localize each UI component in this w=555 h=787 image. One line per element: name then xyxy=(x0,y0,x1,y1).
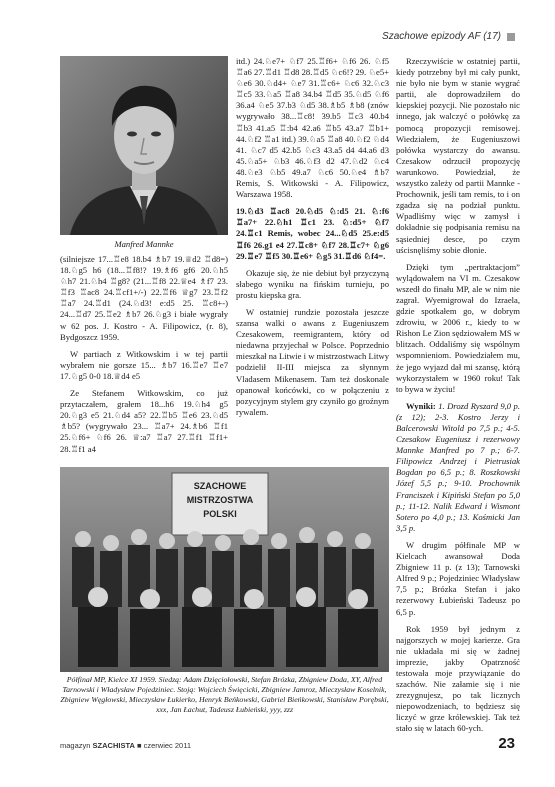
results-text: 1. Drozd Ryszard 9,0 p. (z 12); 2-3. Kostro Jerzy i Balcerowski Witold po 7,5 p.; 4-5. Czesakow Eugeniusz i rezerwowy Mannke Manfred po 7 p.; 6-7. Filipowicz Andrzej i Pietrusiak Bogdan po 6,5 p.; 8. Roszkowski Józef 5,5 p.; 9-10. Prochownik Franciszek i Kipiński Stefan po 5,0 p.; 11-12. Nalik Edward i Wismont Sotero po 4,0 p.; 13. Kośmicki Jan 3,5 p. xyxy=(396,400,520,533)
column-1 xyxy=(60,254,228,455)
text-paragraph: Ze Stefanem Witkowskim, co już przytaczałem, grałem 18...h6 19.♘h4 g5 20.♘g3 e5 21.♘d4 a5? 22.♖b5 ♖e6 23.♘d5 ♗b5? (wygrywało 23... ♖a7+ 24.♗b6 ♖f1 25.♘f6+ ♘f6 26. ♕:a7 ♖a7 27.♖f1 ♖f1+ 28.♖f1 a4 xyxy=(60,388,228,454)
page-number: 23 xyxy=(498,735,515,752)
chess-notation-paragraph: (silniejsze 17...♖e8 18.b4 ♗b7 19.♕d2 ♖d8=) 18.♘g5 h6 (18...♖f8!? 19.♗f6 gf6 20.♘h5 ♘h7 21.♘h4 ♖g8? (21...♖f8 22.♕e4 ♗f7 23. ♖f3 ♖ac8 24.♖cf1+/-) 22.♖f6 ♕g7 23.♖f2 ♖a7 24.♖d1 (24.♘d3! e:d5 25. ♖c8+-) 24...♖d7 25.♖e2 ♗b7 26.♘g3 i białe wygrały w 62 pos. J. Kostro - A. Filipowicz, (r. 8), Bydgoszcz 1959. xyxy=(60,254,228,342)
running-header xyxy=(382,31,515,42)
group-photo-caption: Półfinał MP, Kielce XI 1959. Siedzą: Adam Dzięciołowski, Stefan Brózka, Zbigniew Doda, XY, Alfred Tarnowski i Władysław Pojedziniec. Stoją: Wojciech Święcicki, Zbigniew Jamroz, Mieczysław Koselnik, Zbigniew Węgłowski, Mieczysław Łukierko, Henryk Beńkowski, Gabriel Bieńkowski, Stanisław Porębski, xxx, Jan Łachut, Tadeusz Łubieński, yyy, zzz xyxy=(60,675,389,714)
column-2 xyxy=(236,56,389,418)
text-paragraph: Rok 1959 był jednym z najgorszych w mojej karierze. Gra nie układała mi się w żadnej imprezie, jakby Opatrzność testowała moje przywiązanie do szachów. Nie załamie się i nie zrezygnujesz, po tak licznych niepowodzeniach, to będziesz się liczyć w grze królewskiej. Tak też stało się w latach 60-ych. xyxy=(396,623,520,734)
footer-separator-icon: ■ xyxy=(137,741,142,750)
results-paragraph xyxy=(396,401,520,534)
footer-issue: czerwiec 2011 xyxy=(143,741,192,750)
portrait-caption: Manfred Mannke xyxy=(114,239,174,249)
header-square-marker xyxy=(507,33,515,41)
text-paragraph: W drugim półfinale MP w Kielcach awansował Doda Zbigniew 11 p. (z 13); Tarnowski Alfred 9 p.; Pojedziniec Władysław 7,5 p.; Brózka Stefan i jako rezerwowy Łubieński Tadeusz po 6,5 p. xyxy=(396,539,520,617)
text-paragraph: Rzeczywiście w ostatniej partii, kiedy potrzebny był mi cały punkt, nie było nie bym w stanie wygrać partii, ale doprowadziłem do kiepskiej pozycji. Nie pozostało nic innego, jak walczyć o połówkę za pomocą propozycji remisowej. Wiedziałem, że Eugeniuszowi połówka wystarczy do awansu. Czesakow odrzucił propozycję warunkowo. Powiedział, że wszystko zależy od partii Mannke - Prochownik, jeśli tam remis, to i on zgadza się na podział punktu. Wpadliśmy więc w zamysł i dokładnie się podpisania remisu na sąsiedniej desce, po czym uścisnęliśmy sobie dłonie. xyxy=(396,56,520,255)
text-paragraph: W ostatniej rundzie pozostała jeszcze szansa walki o awans z Eugeniuszem Czesakowem, reemigrantem, który od niedawna przyjechał w Polsce. Poprzednio mieszkał na Litwie i w mistrzostwach Litwy podzielił II-III miejsca za słynnym Vladasem Mikenasem. Tam też doskonale opanował końcówki, co w połączeniu z pozycyjnym stylem gry czyniło go groźnym rywalem. xyxy=(236,306,389,417)
footer-brand: SZACHISTA xyxy=(92,741,135,750)
series-title: Szachowe epizody AF (17) xyxy=(382,31,501,42)
banner-line-1: SZACHOWE xyxy=(193,481,247,491)
column-3 xyxy=(396,56,520,735)
main-game-moves: 19.♘d3 ♖ac8 20.♘d5 ♘:d5 21. ♘:f6 ♖a7+ 22.♘h1 ♖c1 23. ♘:d5+ ♘f7 24.♖c1 Remis, wobec 24...♘d5 25.e:d5 ♖f6 26.g1 e4 27.♖c8+ ♘f7 28.♖c7+ ♘g6 29.♖e7 ♖f5 30.♖e6+ ♘g5 31.♖d6 ♘f4=. xyxy=(236,206,389,261)
results-label: Wyniki: xyxy=(406,400,436,411)
group-photo xyxy=(60,467,389,672)
portrait-photo xyxy=(60,56,228,235)
text-paragraph: Dzięki tym „pertraktacjom” wylądowałem na VI m. Czesakow wszedł do finału MP, ale w nim nie zagrał. Wyemigrował do Izraela, gdzie spotkałem go, w dobrym zdrowiu, w 2006 r., kiedy to w Rishon Le Zion sędziowałem MS w blitzach. Oddaliśmy się wspólnym wspomnieniom. Powiedziałem mu, że jego wyjazd dał mi szansę, którą wykorzystałem w 1960 roku! Tak to bywa w życiu! xyxy=(396,261,520,394)
text-paragraph: W partiach z Witkowskim i w tej partii wybrałem nie gorsze 15... ♗b7 16.♖e7 ♖e7 17.♘g5 0-0 18.♕d4 e5 xyxy=(60,348,228,381)
banner-line-2: MISTRZOSTWA xyxy=(186,495,254,505)
footer-magazine xyxy=(60,741,191,750)
text-paragraph: Okazuje się, że nie debiut był przyczyną słabego wyniku na fińskim turnieju, po prostu kiepska gra. xyxy=(236,267,389,300)
footer-magazine-word: magazyn xyxy=(60,741,91,750)
banner-line-3: POLSKI xyxy=(203,509,237,519)
chess-notation-paragraph: itd.) 24.♘e7+ ♘f7 25.♖f6+ ♘f6 26. ♘f5 ♖a6 27.♖d1 ♖d8 28.♖d5 ♘c6!? 29. ♘e5+ ♘e6 30.♘d4+ ♘e7 31.♖c6+ ♘c6 32.♘c3 ♖c5 33.♘a5 ♖a8 34.b4 ♖d5 35.♘d5 ♘f6 36.a4 ♘e5 37.b3 ♘d5 38.♗b5 ♗b8 (znów wygrywało 38...♖c8! 39.b5 ♖c3 40.b4 ♖b3 41.a5 ♖:b4 42.a6 ♖b5 43.a7 ♖b1+ 44.♘f2 ♖a1 itd.) 39.♘a5 ♖a8 40.♘f2 ♘d4 41. ♘c7 d5 42.b5 ♘c3 43.a5 d4 44.a6 d3 45.♘a5+ ♘b3 46.♘f3 d2 47.♘d2 ♘c4 48.♘e3 ♘b5 49.a7 ♘c6 50.♘e4 ♗b7 Remis, S. Witkowski - A. Filipowicz, Warszawa 1958. xyxy=(236,56,389,200)
